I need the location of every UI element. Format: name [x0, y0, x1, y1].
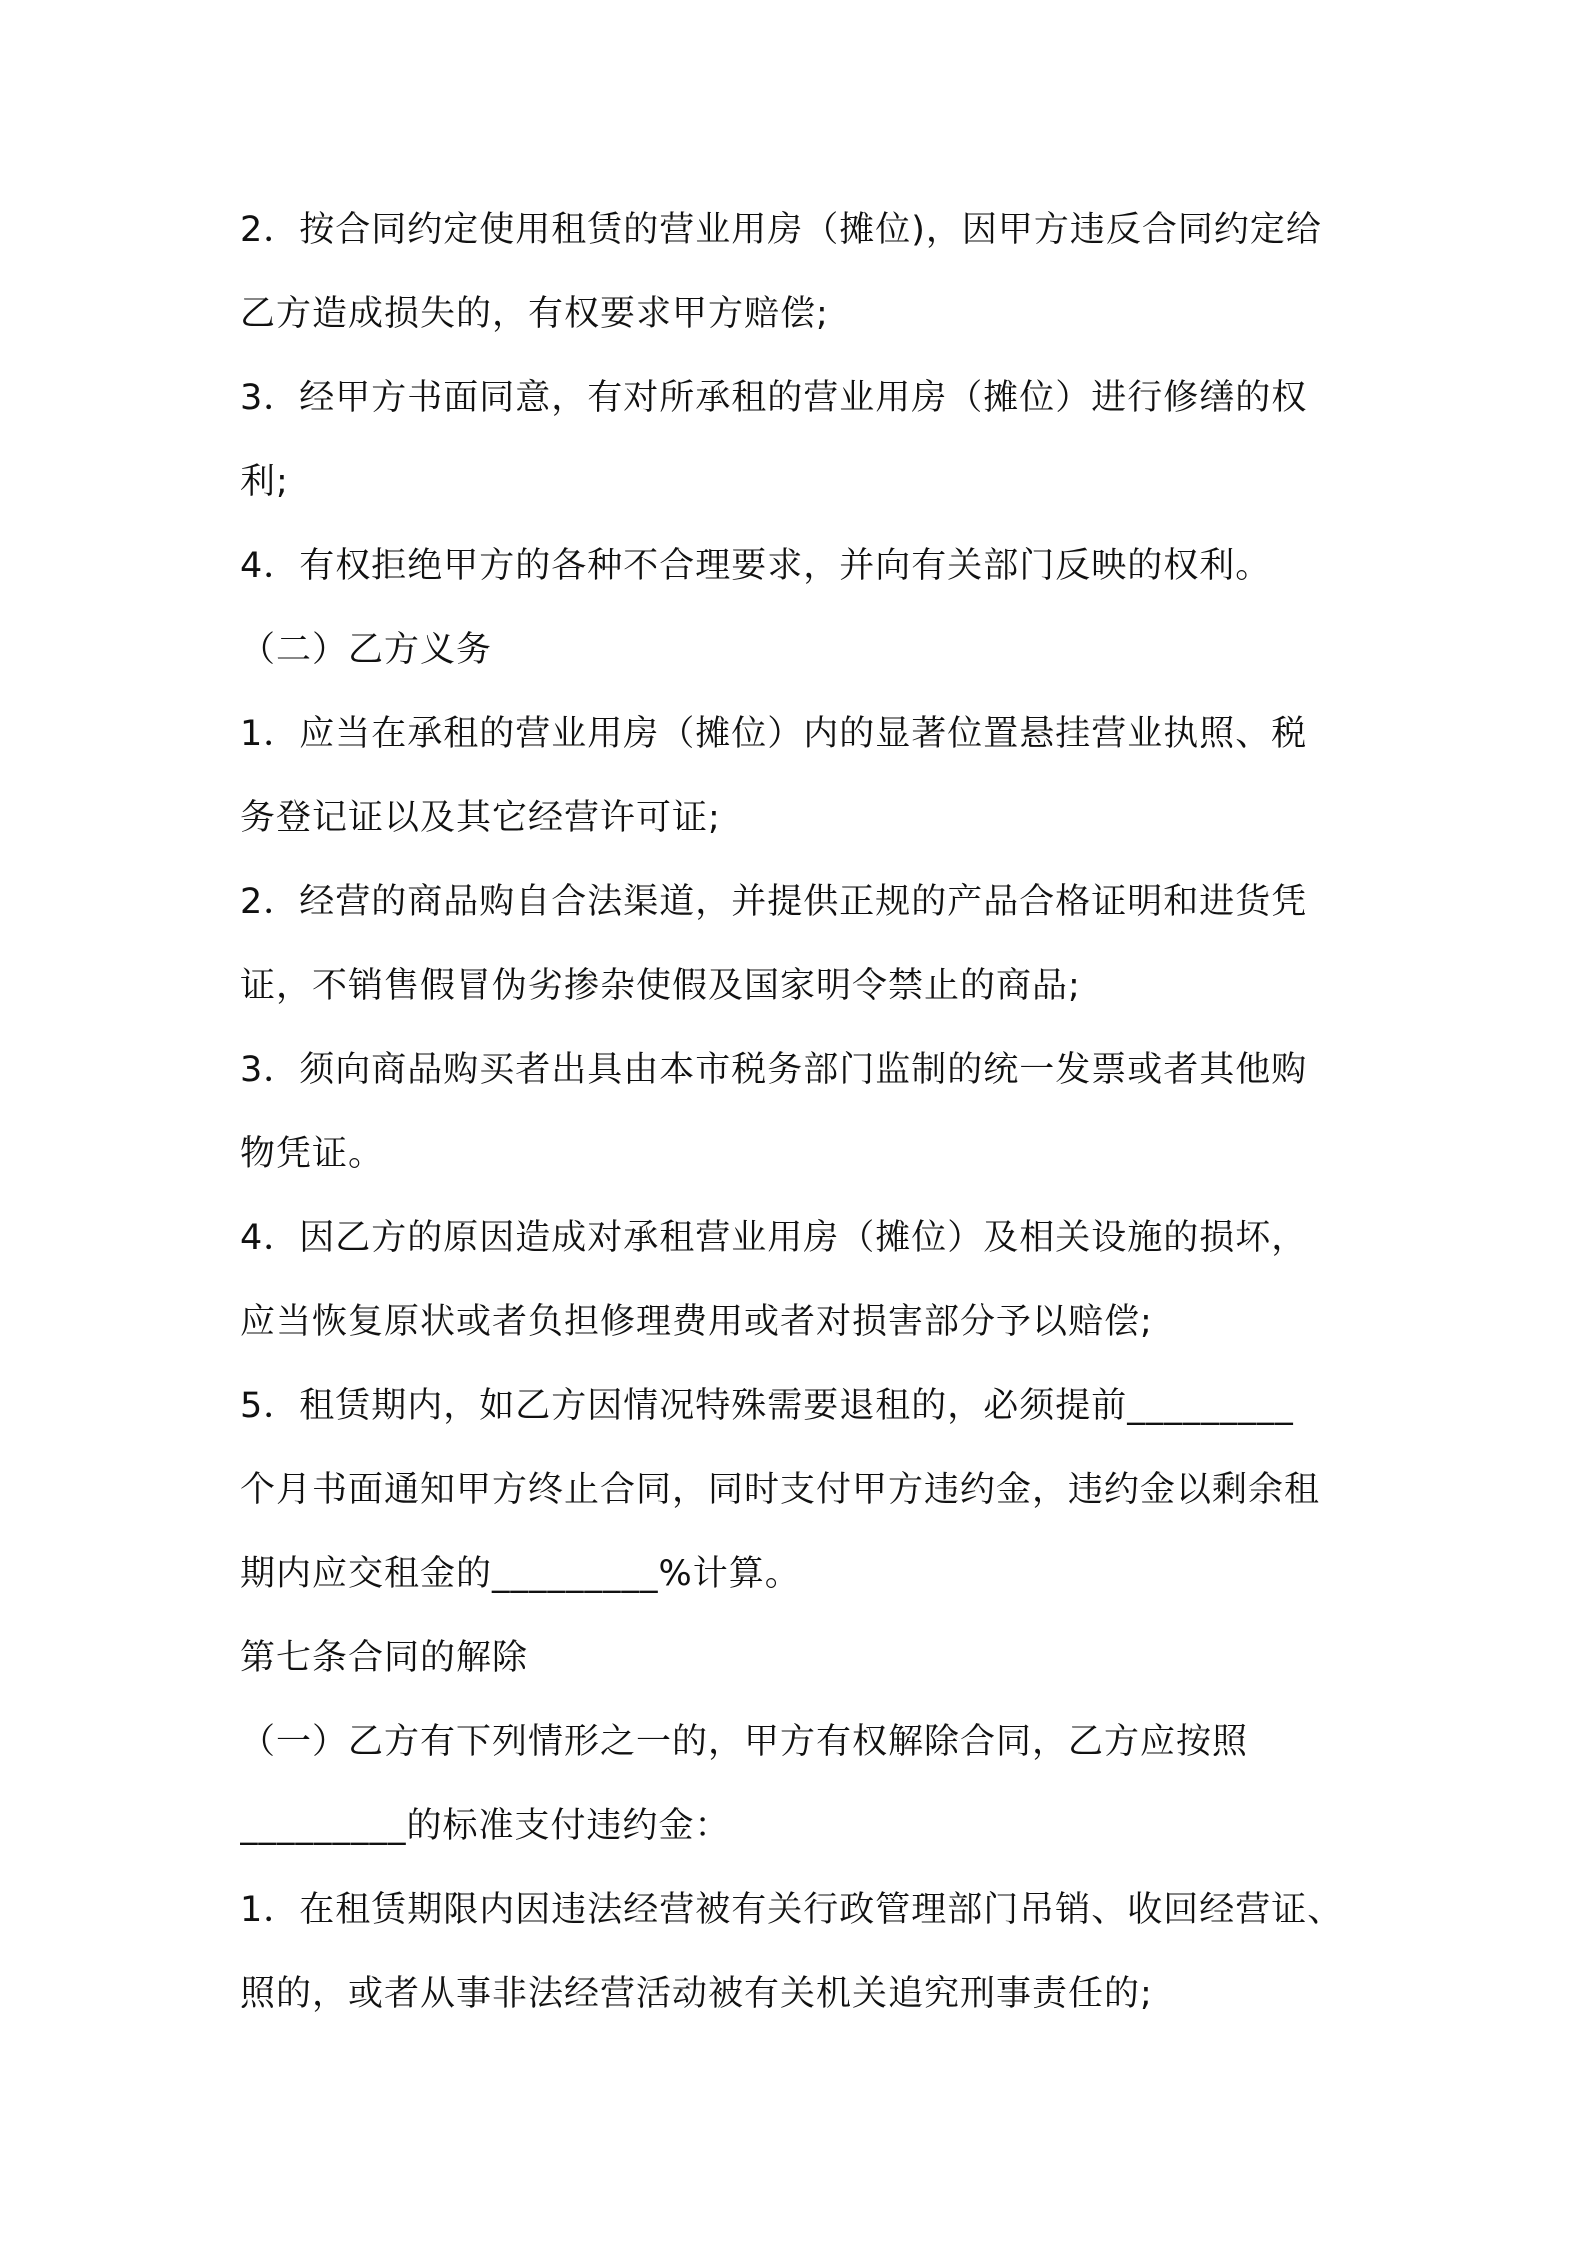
text-line: 2．按合同约定使用租赁的营业用房（摊位)，因甲方违反合同约定给	[240, 210, 1322, 250]
text-line: 期内应交租金的_________%计算。	[240, 1554, 801, 1594]
text-line: 4．有权拒绝甲方的各种不合理要求，并向有关部门反映的权利。	[240, 546, 1272, 586]
text-line: （一）乙方有下列情形之一的，甲方有权解除合同，乙方应按照	[240, 1722, 1249, 1762]
text-line: _________的标准支付违约金：	[240, 1806, 731, 1846]
text-line: 4．因乙方的原因造成对承租营业用房（摊位）及相关设施的损坏，	[240, 1218, 1308, 1258]
text-line: 个月书面通知甲方终止合同，同时支付甲方违约金，违约金以剩余租	[240, 1470, 1321, 1510]
text-line: 3．须向商品购买者出具由本市税务部门监制的统一发票或者其他购	[240, 1050, 1308, 1090]
text-line: 应当恢复原状或者负担修理费用或者对损害部分予以赔偿;	[240, 1302, 1153, 1342]
text-line: 照的，或者从事非法经营活动被有关机关追究刑事责任的;	[240, 1974, 1153, 2014]
text-line: 1．应当在承租的营业用房（摊位）内的显著位置悬挂营业执照、税	[240, 714, 1308, 754]
section-heading: （二）乙方义务	[240, 630, 493, 670]
text-line: 5．租赁期内，如乙方因情况特殊需要退租的，必须提前_________	[240, 1386, 1294, 1426]
text-line: 务登记证以及其它经营许可证;	[240, 798, 721, 838]
text-line: 物凭证。	[240, 1134, 385, 1174]
text-line: 1．在租赁期限内因违法经营被有关行政管理部门吊销、收回经营证、	[240, 1890, 1344, 1930]
text-line: 3．经甲方书面同意，有对所承租的营业用房（摊位）进行修缮的权	[240, 378, 1308, 418]
text-line: 乙方造成损失的，有权要求甲方赔偿;	[240, 294, 829, 334]
article-heading: 第七条合同的解除	[240, 1638, 529, 1678]
text-line: 利;	[240, 462, 289, 502]
text-line: 证，不销售假冒伪劣掺杂使假及国家明令禁止的商品;	[240, 966, 1081, 1006]
text-line: 2．经营的商品购自合法渠道，并提供正规的产品合格证明和进货凭	[240, 882, 1308, 922]
